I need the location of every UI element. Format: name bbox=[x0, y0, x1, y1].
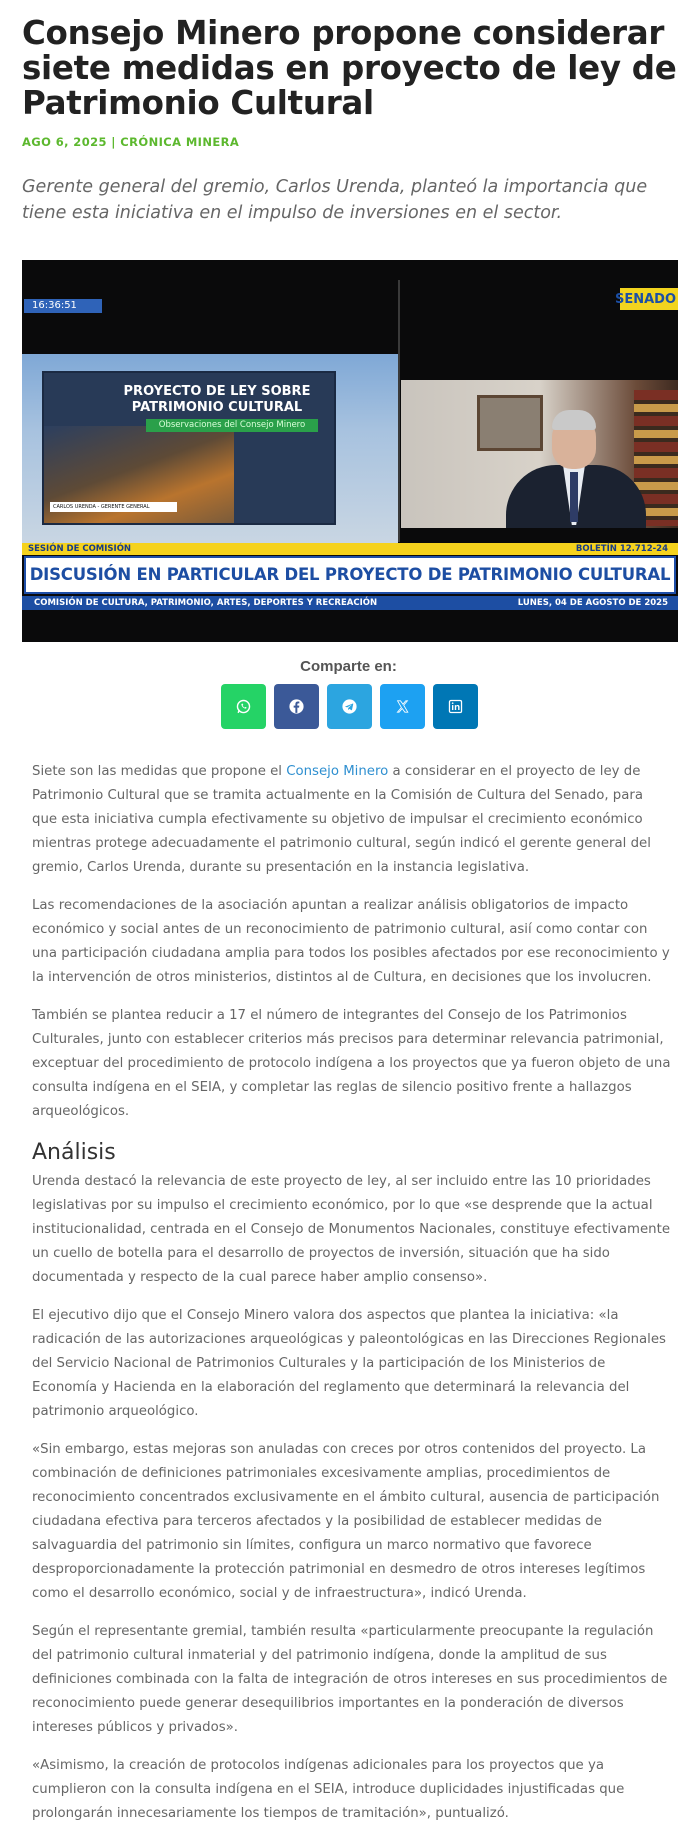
paragraph-7: Según el representante gremial, también resulta «particularmente preocupante la regulación del patrimonio cultural inmaterial y del patrimonio indígena, donde la amplitud de sus definiciones combinada con la falta de integración de otros intereses en sus procedimientos de reconocimiento puede generar desequilibrios importantes en la ponderación de diversos intereses públicos y privados». bbox=[32, 1624, 668, 1735]
bulletin-label: BOLETÍN 12.712-24 bbox=[575, 544, 668, 554]
session-label: SESIÓN DE COMISIÓN bbox=[28, 544, 132, 554]
commission-label: COMISIÓN DE CULTURA, PATRIMONIO, ARTES, DEPORTES Y RECREACIÓN bbox=[34, 598, 378, 608]
article-title: Consejo Minero propone considerar siete medidas en proyecto de ley de Patrimonio Cultural bbox=[22, 14, 677, 122]
paragraph-6: «Sin embargo, estas mejoras son anuladas con creces por otros contenidos del proyecto. La combinación de definiciones patrimoniales excesivamente amplias, procedimientos de reconocimiento concentrados exclusivamente en el ámbito cultural, ausencia de participación ciudadana efectiva para terceros afectados y la posibilidad de establecer medidas de salvaguardia del patrimonio sin límites, configura un marco normativo que favorece desproporcionadamente la protección patrimonial en desmedro de otros intereses legítimos como el desarrollo económico, social y de infraestructura», indicó Urenda. bbox=[32, 1442, 660, 1601]
article-subtitle: Gerente general del gremio, Carlos Urenda, planteó la importancia que tiene esta iniciativa en el impulso de inversiones en el sector. bbox=[22, 177, 648, 223]
broadcast-date: LUNES, 04 DE AGOSTO DE 2025 bbox=[517, 598, 668, 608]
video-clock: 16:36:51 bbox=[24, 299, 102, 313]
slide-title: PROYECTO DE LEY SOBRE PATRIMONIO CULTURAL bbox=[123, 384, 311, 415]
section-heading-analisis: Análisis bbox=[32, 1140, 116, 1165]
paragraph-2: Las recomendaciones de la asociación apuntan a realizar análisis obligatorios de impacto económico y social antes de un reconocimiento de patrimonio cultural, asií como contar con una participación ciudadana amplia para todos los posibles afectados por ese reconocimiento y la intervención de otros ministerios, distintos al de Cultura, en decisiones que los involucren. bbox=[32, 898, 670, 985]
share-whatsapp-button[interactable] bbox=[221, 684, 266, 729]
whatsapp-icon bbox=[235, 698, 252, 715]
wall-frame bbox=[477, 395, 543, 451]
article-body bbox=[32, 760, 672, 1840]
share-x-button[interactable] bbox=[380, 684, 425, 729]
paragraph-1-end: a considerar en el proyecto de ley de Patrimonio Cultural que se tramita actualmente en la Comisión de Cultura del Senado, para que esta iniciativa cumpla efectivamente su objetivo de impulsar el crecimiento económico mientras protege adecuadamente el patrimonio cultural, según indicó el gerente general del gremio, Carlos Urenda, durante su presentación en la instancia legislativa. bbox=[32, 764, 651, 875]
consejo-minero-link[interactable]: Consejo Minero bbox=[286, 764, 389, 779]
paragraph-8: «Asimismo, la creación de protocolos indígenas adicionales para los proyectos que ya cumplieron con la consulta indígena en el SEIA, introduce duplicidades injustificadas que prolongarán innecesariamente los tiempos de tramitación», puntualizó. bbox=[32, 1758, 625, 1821]
video-headline: DISCUSIÓN EN PARTICULAR DEL PROYECTO DE PATRIMONIO CULTURAL bbox=[29, 565, 671, 584]
slide-caption: CARLOS URENDA - GERENTE GENERAL bbox=[50, 502, 177, 512]
paragraph-1-start: Siete son las medidas que propone el bbox=[32, 764, 287, 779]
speaker-tie bbox=[570, 472, 578, 522]
video-player[interactable] bbox=[22, 260, 678, 642]
channel-name: SENADO bbox=[614, 292, 676, 307]
telegram-icon bbox=[341, 698, 358, 715]
article-meta[interactable]: AGO 6, 2025 | CRÓNICA MINERA bbox=[22, 135, 240, 149]
x-twitter-icon bbox=[394, 698, 411, 715]
linkedin-icon bbox=[447, 698, 464, 715]
share-label: Comparte en: bbox=[300, 658, 397, 675]
share-telegram-button[interactable] bbox=[327, 684, 372, 729]
facebook-icon bbox=[288, 698, 305, 715]
paragraph-4: Urenda destacó la relevancia de este proyecto de ley, al ser incluido entre las 10 prioridades legislativas por su impulso el crecimiento económico, por lo que «se desprende que la actual institucionalidad, centrada en el Consejo de Monumentos Nacionales, constituye efectivamente un cuello de botella para el desarrollo de proyectos de inversión, situación que ha sido documentada y respecto de la cual parece haber amplio consenso». bbox=[32, 1174, 670, 1285]
paragraph-5: El ejecutivo dijo que el Consejo Minero valora dos aspectos que plantea la iniciativa: «la radicación de las autorizaciones arqueológicas y paleontológicas en las Direcciones Regionales del Servicio Nacional de Patrimonios Culturales y la participación de los Ministerios de Economía y Hacienda en la elaboración del reglamento que determinará la relevancia del patrimonio arqueológico. bbox=[32, 1308, 666, 1419]
paragraph-3: También se plantea reducir a 17 el número de integrantes del Consejo de los Patrimonios Culturales, junto con establecer criterios más precisos para determinar relevancia patrimonial, exceptuar del procedimiento de protocolo indígena a los proyectos que ya fueron objeto de una consulta indígena en el SEIA, y completar las reglas de silencio positivo frente a hallazgos arqueológicos. bbox=[32, 1008, 671, 1119]
video-divider bbox=[398, 280, 400, 542]
slide-tag: Observaciones del Consejo Minero bbox=[146, 419, 318, 432]
share-facebook-button[interactable] bbox=[274, 684, 319, 729]
speaker-hair bbox=[552, 410, 596, 430]
paragraph-1 bbox=[32, 760, 672, 880]
share-linkedin-button[interactable] bbox=[433, 684, 478, 729]
